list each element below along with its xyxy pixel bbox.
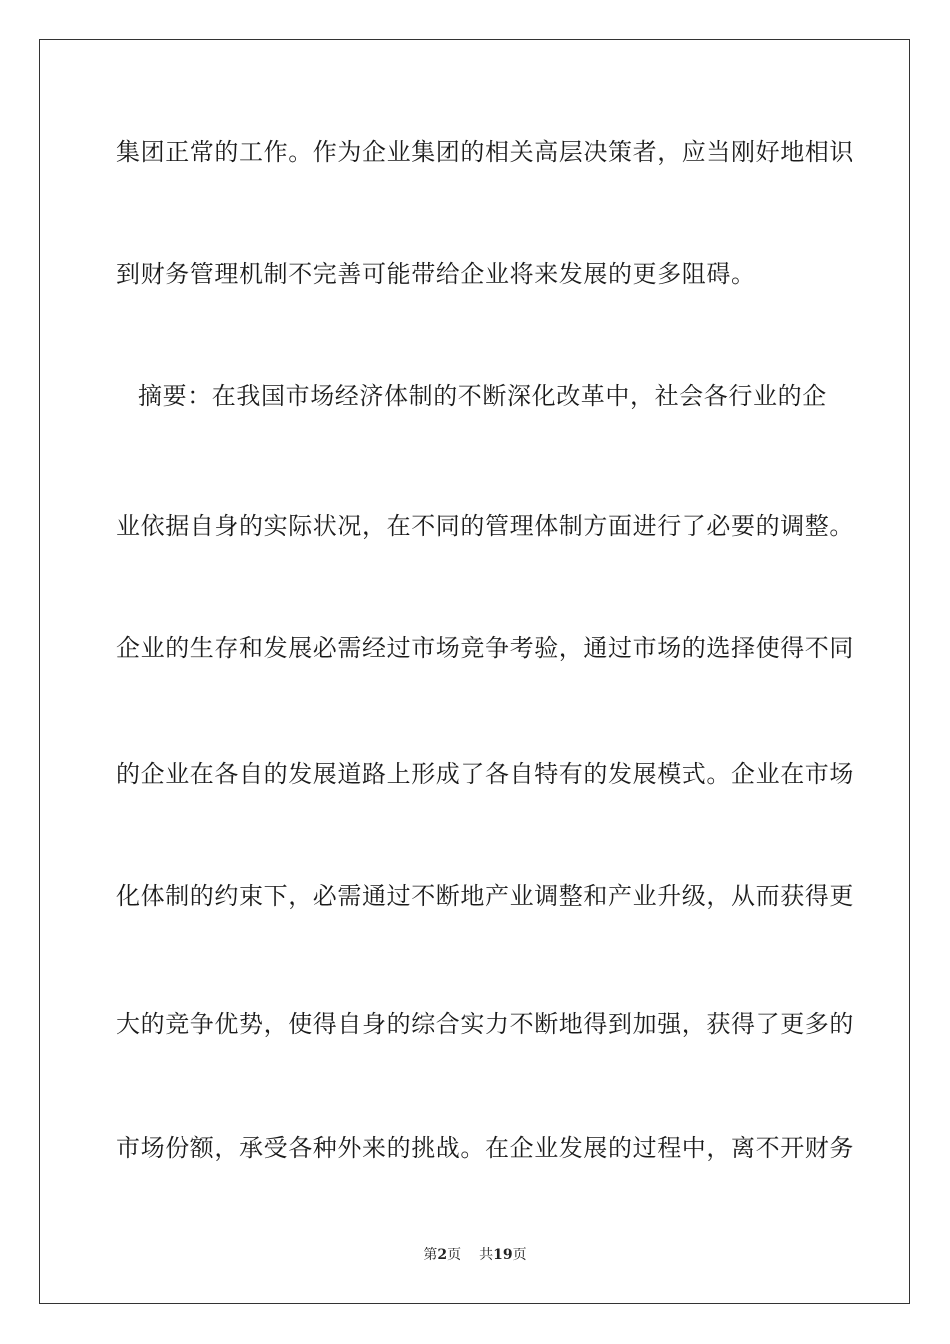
page-border (39, 39, 910, 1304)
total-prefix: 共 (479, 1247, 494, 1263)
abstract-line-4: 的企业在各自的发展道路上形成了各自特有的发展模式。企业在市场 (116, 760, 854, 788)
page-suffix: 页 (447, 1247, 462, 1263)
abstract-line-3: 企业的生存和发展必需经过市场竞争考验，通过市场的选择使得不同 (116, 634, 854, 662)
page-prefix: 第 (423, 1247, 438, 1263)
abstract-line-7: 市场份额，承受各种外来的挑战。在企业发展的过程中，离不开财务 (116, 1134, 854, 1162)
abstract-line-5: 化体制的约束下，必需通过不断地产业调整和产业升级，从而获得更 (116, 882, 854, 910)
abstract-line-6: 大的竞争优势，使得自身的综合实力不断地得到加强，获得了更多的 (116, 1010, 854, 1038)
abstract-line-1: 摘要：在我国市场经济体制的不断深化改革中，社会各行业的企 (138, 382, 827, 410)
page-footer (0, 1246, 950, 1264)
total-suffix: 页 (512, 1247, 527, 1263)
paragraph-line-2: 到财务管理机制不完善可能带给企业将来发展的更多阻碍。 (116, 260, 756, 288)
paragraph-line-1: 集团正常的工作。作为企业集团的相关高层决策者，应当刚好地相识 (116, 138, 854, 166)
page-current: 2 (437, 1247, 448, 1263)
abstract-line-2: 业依据自身的实际状况，在不同的管理体制方面进行了必要的调整。 (116, 512, 854, 540)
page-total: 19 (493, 1247, 513, 1263)
